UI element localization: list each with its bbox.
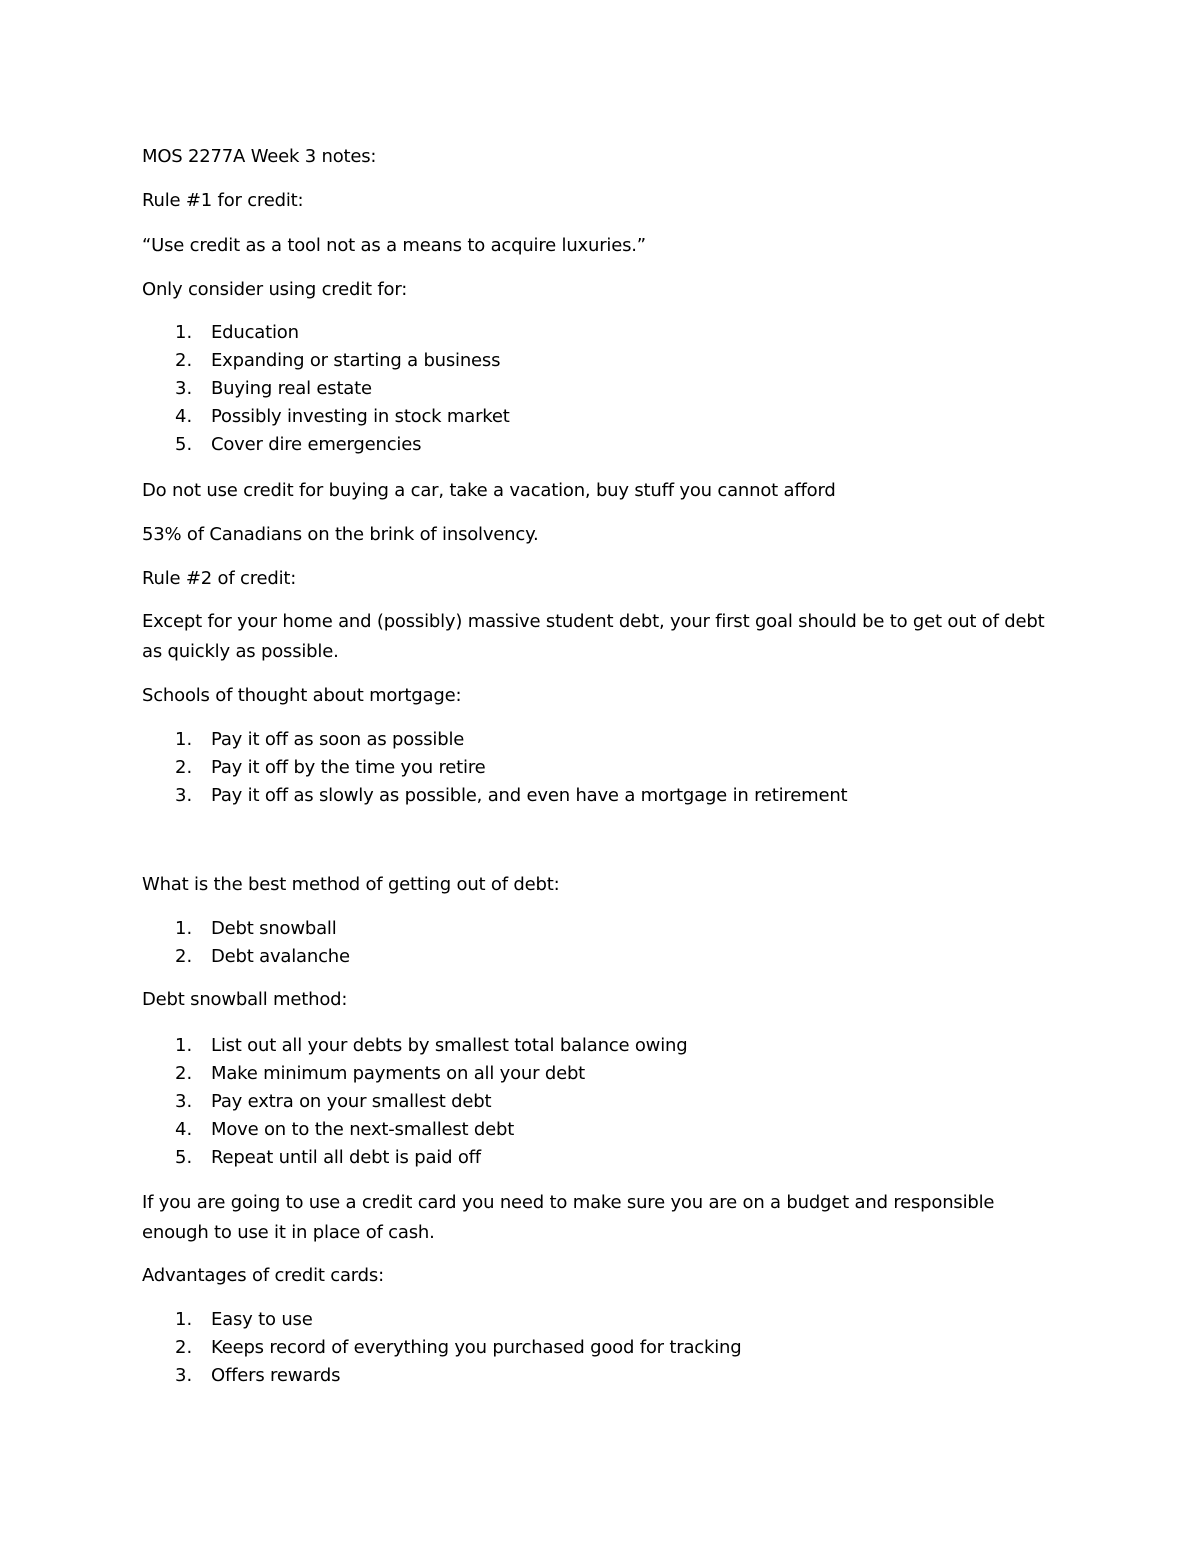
snowball-heading: Debt snowball method: xyxy=(142,989,348,1010)
list-number: 1. xyxy=(175,322,193,343)
list-number: 2. xyxy=(175,350,193,371)
list-item: Pay extra on your smallest debt xyxy=(211,1091,492,1112)
page-title: MOS 2277A Week 3 notes: xyxy=(142,146,377,167)
list-number: 2. xyxy=(175,757,193,778)
list-item: Education xyxy=(211,322,299,343)
do-not-use-credit: Do not use credit for buying a car, take a vacation, buy stuff you cannot afford xyxy=(142,480,836,501)
list-item: Pay it off by the time you retire xyxy=(211,757,486,778)
rule2-text: Except for your home and (possibly) massive student debt, your first goal should be to get out of debt as quickly as possible. xyxy=(142,611,1045,662)
list-item: Easy to use xyxy=(211,1309,313,1330)
list-number: 5. xyxy=(175,1147,193,1168)
list-item: Cover dire emergencies xyxy=(211,434,422,455)
list-item: Repeat until all debt is paid off xyxy=(211,1147,481,1168)
list-item: List out all your debts by smallest total balance owing xyxy=(211,1035,688,1056)
mortgage-heading: Schools of thought about mortgage: xyxy=(142,685,462,706)
list-number: 1. xyxy=(175,1309,193,1330)
best-method-heading: What is the best method of getting out of debt: xyxy=(142,874,560,895)
list-item: Debt avalanche xyxy=(211,946,350,967)
consider-heading: Only consider using credit for: xyxy=(142,279,408,300)
list-number: 1. xyxy=(175,729,193,750)
list-item: Move on to the next-smallest debt xyxy=(211,1119,515,1140)
list-number: 2. xyxy=(175,946,193,967)
list-number: 3. xyxy=(175,378,193,399)
list-number: 2. xyxy=(175,1063,193,1084)
list-number: 5. xyxy=(175,434,193,455)
list-number: 3. xyxy=(175,1091,193,1112)
list-number: 4. xyxy=(175,1119,193,1140)
advantages-heading: Advantages of credit cards: xyxy=(142,1265,384,1286)
credit-card-note: If you are going to use a credit card you need to make sure you are on a budget and responsible enough to use it in place of cash. xyxy=(142,1192,995,1243)
list-item: Pay it off as soon as possible xyxy=(211,729,465,750)
list-item: Possibly investing in stock market xyxy=(211,406,510,427)
list-number: 1. xyxy=(175,918,193,939)
list-item: Expanding or starting a business xyxy=(211,350,501,371)
list-item: Pay it off as slowly as possible, and even have a mortgage in retirement xyxy=(211,785,848,806)
list-number: 2. xyxy=(175,1337,193,1358)
list-number: 3. xyxy=(175,785,193,806)
rule2-heading: Rule #2 of credit: xyxy=(142,568,297,589)
list-item: Debt snowball xyxy=(211,918,337,939)
insolvency-stat: 53% of Canadians on the brink of insolvency. xyxy=(142,524,539,545)
list-number: 1. xyxy=(175,1035,193,1056)
list-item: Make minimum payments on all your debt xyxy=(211,1063,586,1084)
rule1-heading: Rule #1 for credit: xyxy=(142,190,304,211)
list-item: Keeps record of everything you purchased good for tracking xyxy=(211,1337,742,1358)
list-item: Buying real estate xyxy=(211,378,372,399)
list-number: 4. xyxy=(175,406,193,427)
rule1-quote: “Use credit as a tool not as a means to acquire luxuries.” xyxy=(142,235,646,256)
list-item: Offers rewards xyxy=(211,1365,341,1386)
list-number: 3. xyxy=(175,1365,193,1386)
